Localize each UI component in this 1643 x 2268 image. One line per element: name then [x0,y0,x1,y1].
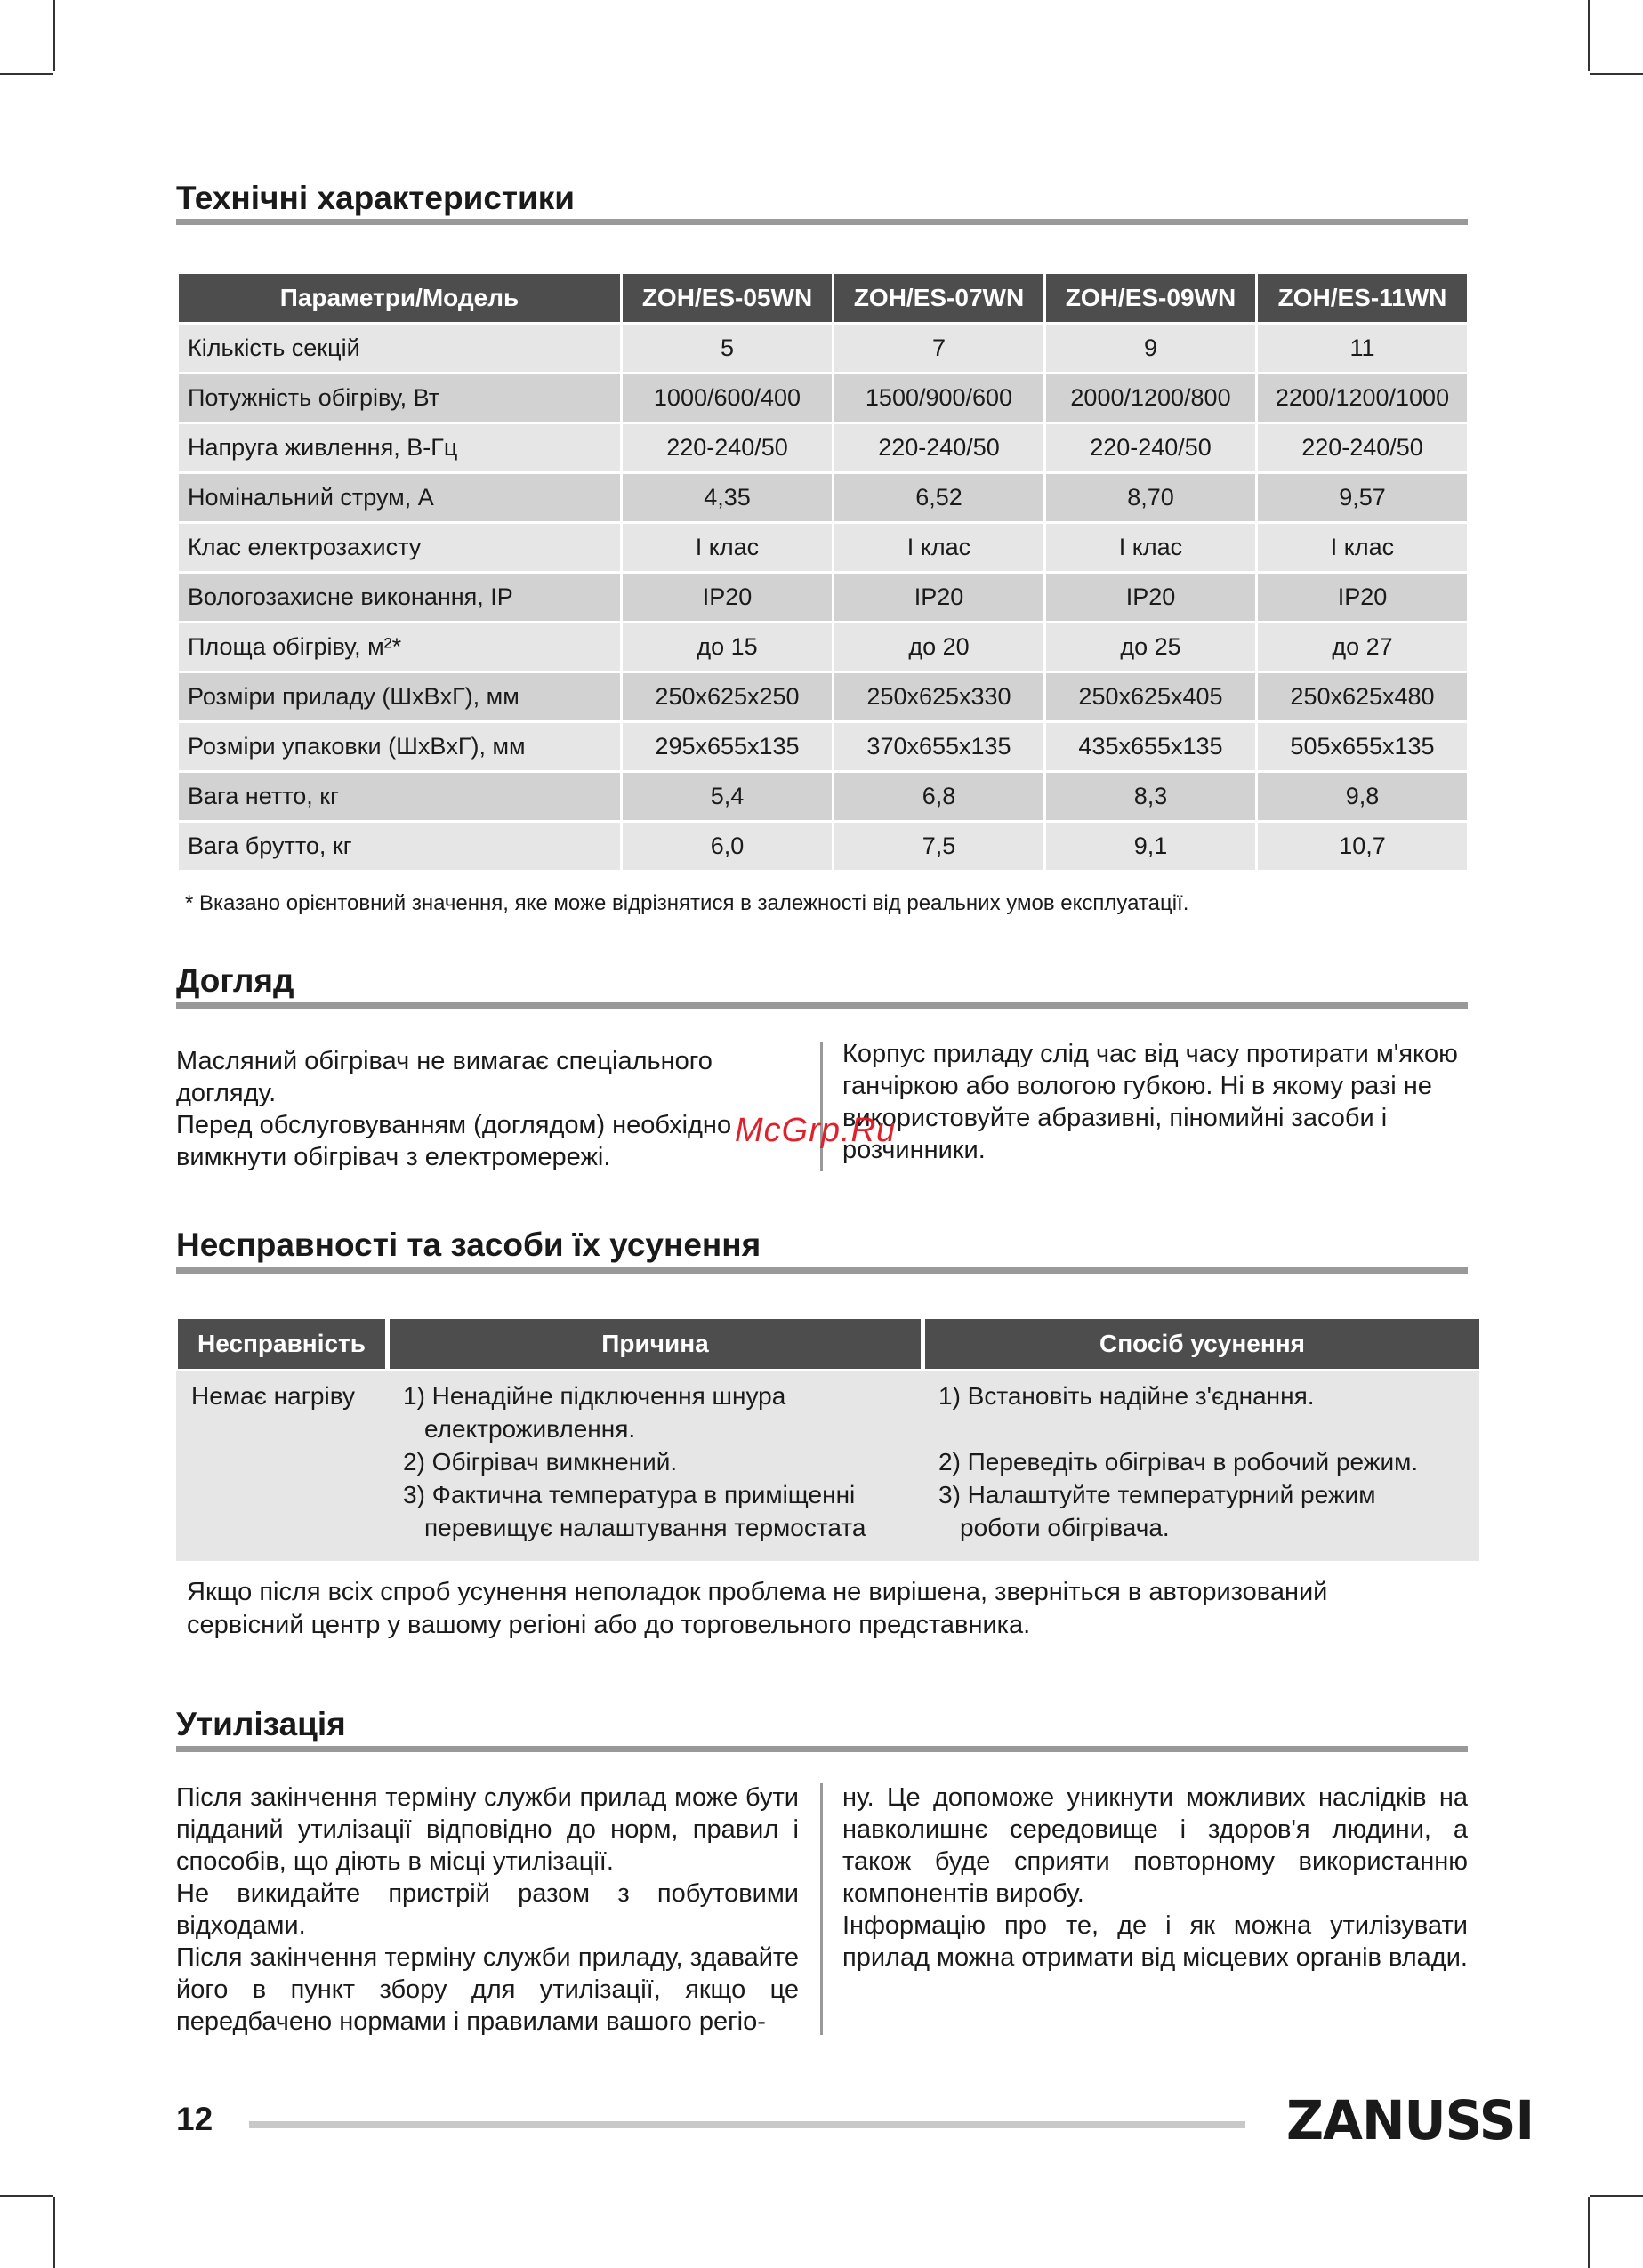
spec-param-label: Кількість секцій [179,325,620,372]
paragraph: Після закінчення терміну служби прилад може бути підданий утилізації відповідно до норм, правил і способів, що діють в місці утилізації. [176,1783,799,1876]
spec-value-cell: 6,0 [623,823,832,870]
paragraph: Масляний обігрівач не вимагає спеціального догляду. [176,1047,713,1107]
remedy-line: 1) Встановіть надійне з'єднання. [938,1382,1315,1410]
spec-value-cell: 5,4 [623,773,832,820]
remedy-line: 2) Переведіть обігрівач в робочий режим. [938,1448,1419,1476]
spec-value-cell: 370x655x135 [834,723,1043,770]
footer-rule [249,2121,1245,2128]
spec-value-cell: 250x625x330 [834,673,1043,720]
spec-row [179,574,1467,621]
spec-value-cell: 6,8 [834,773,1043,820]
spec-value-cell: 250x625x250 [623,673,832,720]
spec-value-cell: 7 [834,325,1043,372]
spec-footnote: * Вказано орієнтовний значення, яке може відрізнятися в залежності від реальних умов експлуатації. [185,891,1189,915]
spec-row [179,474,1467,521]
spec-row [179,524,1467,571]
spec-value-cell: 9,57 [1258,474,1467,521]
spec-value-cell: 5 [623,325,832,372]
spec-row [179,773,1467,820]
crop-mark [53,2197,55,2268]
paragraph: Перед обслуговуванням (доглядом) необхідно вимкнути обігрівач з електромережі. [176,1111,732,1171]
spec-table [176,271,1470,873]
spec-param-label: Номінальний струм, А [179,474,620,521]
trouble-note [187,1576,1468,1642]
crop-mark [1590,73,1643,75]
section-rule [176,1002,1468,1009]
trouble-header-fault: Несправність [178,1319,385,1369]
spec-row [179,325,1467,372]
section-rule [176,1267,1468,1274]
spec-value-cell: 250x625x405 [1046,673,1255,720]
cause-line: 1) Ненадійне підключення шнура [403,1382,786,1410]
spec-value-cell: 2200/1200/1000 [1258,374,1467,422]
watermark: McGrp.Ru [735,1112,897,1149]
spec-value-cell: 9,1 [1046,823,1255,870]
spec-row [179,374,1467,422]
spec-value-cell: 1000/600/400 [623,374,832,422]
spec-value-cell: 220-240/50 [834,424,1043,471]
spec-value-cell: 250x625x480 [1258,673,1467,720]
spec-value-cell: 435x655x135 [1046,723,1255,770]
crop-mark [1590,2195,1643,2197]
spec-param-label: Потужність обігріву, Вт [179,374,620,422]
care-left-text [176,1045,790,1173]
trouble-title: Несправності та засоби їх усунення [176,1226,761,1263]
note-line: сервісний центр у вашому регіоні або до торговельного представника. [187,1611,1031,1639]
care-right-text [842,1038,1470,1166]
spec-value-cell: 1500/900/600 [834,374,1043,422]
remedy-line: роботи обігрівача. [960,1514,1170,1541]
note-line: Якщо після всіх спроб усунення неполадок проблема не вирішена, зверніться в авторизований [187,1578,1328,1606]
spec-header-cell: ZOH/ES-11WN [1258,274,1467,322]
paragraph: Після закінчення терміну служби приладу, здавайте його в пункт збору для утилізації, якщо це передбачено нормами і правилами вашого регіо- [176,1943,799,2036]
spec-value-cell: 10,7 [1258,823,1467,870]
spec-value-cell: I клас [1046,524,1255,571]
spec-value-cell: 7,5 [834,823,1043,870]
spec-value-cell: до 25 [1046,623,1255,671]
spec-value-cell: IP20 [623,574,832,621]
spec-header-cell: ZOH/ES-09WN [1046,274,1255,322]
spec-value-cell: IP20 [1258,574,1467,621]
spec-value-cell: 8,3 [1046,773,1255,820]
spec-value-cell: 6,52 [834,474,1043,521]
spec-value-cell: 4,35 [623,474,832,521]
spec-param-label: Напруга живлення, В-Гц [179,424,620,471]
spec-param-label: Розміри приладу (ШxВxГ), мм [179,673,620,720]
spec-value-cell: 8,70 [1046,474,1255,521]
paragraph: Не викидайте пристрій разом з побутовими відходами. [176,1879,799,1940]
spec-value-cell: 11 [1258,325,1467,372]
section-rule [176,1746,1468,1752]
spec-value-cell: IP20 [1046,574,1255,621]
cause-line: електроживлення. [424,1415,636,1443]
spec-header-cell: ZOH/ES-05WN [623,274,832,322]
spec-value-cell: I клас [1258,524,1467,571]
disposal-title: Утилізація [176,1706,346,1742]
spec-row [179,424,1467,471]
spec-value-cell: 505x655x135 [1258,723,1467,770]
trouble-remedies [938,1379,1472,1544]
brand-logo: ZANUSSI [1286,2088,1534,2152]
spec-value-cell: 9 [1046,325,1255,372]
spec-param-label: Площа обігріву, м²* [179,623,620,671]
spec-value-cell: 2000/1200/800 [1046,374,1255,422]
trouble-fault: Немає нагріву [191,1382,355,1410]
cause-line: 3) Фактична температура в приміщенні [403,1481,856,1508]
paragraph: Інформацію про те, де і як можна утилізувати прилад можна отримати від місцевих органів влади. [842,1911,1468,1972]
page-number: 12 [176,2101,213,2137]
crop-mark [53,0,55,71]
spec-value-cell: 220-240/50 [1258,424,1467,471]
spec-param-label: Вологозахисне виконання, IP [179,574,620,621]
spec-header-cell: ZOH/ES-07WN [834,274,1043,322]
spec-value-cell: до 15 [623,623,832,671]
cause-line: 2) Обігрівач вимкнений. [403,1448,678,1476]
spec-row [179,723,1467,770]
spec-header-row [179,274,1467,322]
spec-value-cell: до 20 [834,623,1043,671]
spec-value-cell: I клас [623,524,832,571]
column-divider [820,1783,823,2035]
cause-line: перевищує налаштування термостата [424,1514,866,1541]
spec-value-cell: 9,8 [1258,773,1467,820]
crop-mark [1588,2197,1590,2268]
spec-header-cell: Параметри/Модель [179,274,620,322]
spec-value-cell: 220-240/50 [1046,424,1255,471]
remedy-line [938,1412,1472,1445]
paragraph: ну. Це допоможе уникнути можливих наслідків на навколишнє середовище і здоров'я людини, а також буде сприяти повторному використанню компонентів виробу. [842,1783,1468,1908]
spec-value-cell: I клас [834,524,1043,571]
spec-value-cell: IP20 [834,574,1043,621]
disposal-left-text [176,1781,799,2038]
section-rule [176,219,1468,225]
trouble-header-cause: Причина [390,1319,921,1369]
paragraph: Корпус приладу слід час від часу протирати м'якою ганчіркою або вологою губкою. Ні в якому разі не використовуйте абразивні, піномийні засоби і розчинники. [842,1040,1458,1164]
crop-mark [1588,0,1590,71]
specs-title: Технічні характеристики [176,180,576,216]
spec-row [179,823,1467,870]
column-divider [820,1042,823,1171]
trouble-header-remedy: Спосіб усунення [925,1319,1479,1369]
spec-param-label: Розміри упаковки (ШxВxГ), мм [179,723,620,770]
spec-param-label: Клас електрозахисту [179,524,620,571]
crop-mark [0,2195,53,2197]
care-title: Догляд [176,962,294,999]
disposal-right-text [842,1781,1468,1974]
spec-value-cell: до 27 [1258,623,1467,671]
crop-mark [0,73,53,75]
remedy-line: 3) Налаштуйте температурний режим [938,1481,1376,1508]
trouble-causes [403,1379,919,1544]
spec-row [179,673,1467,720]
spec-param-label: Вага брутто, кг [179,823,620,870]
spec-value-cell: 220-240/50 [623,424,832,471]
spec-param-label: Вага нетто, кг [179,773,620,820]
spec-value-cell: 295x655x135 [623,723,832,770]
spec-row [179,623,1467,671]
